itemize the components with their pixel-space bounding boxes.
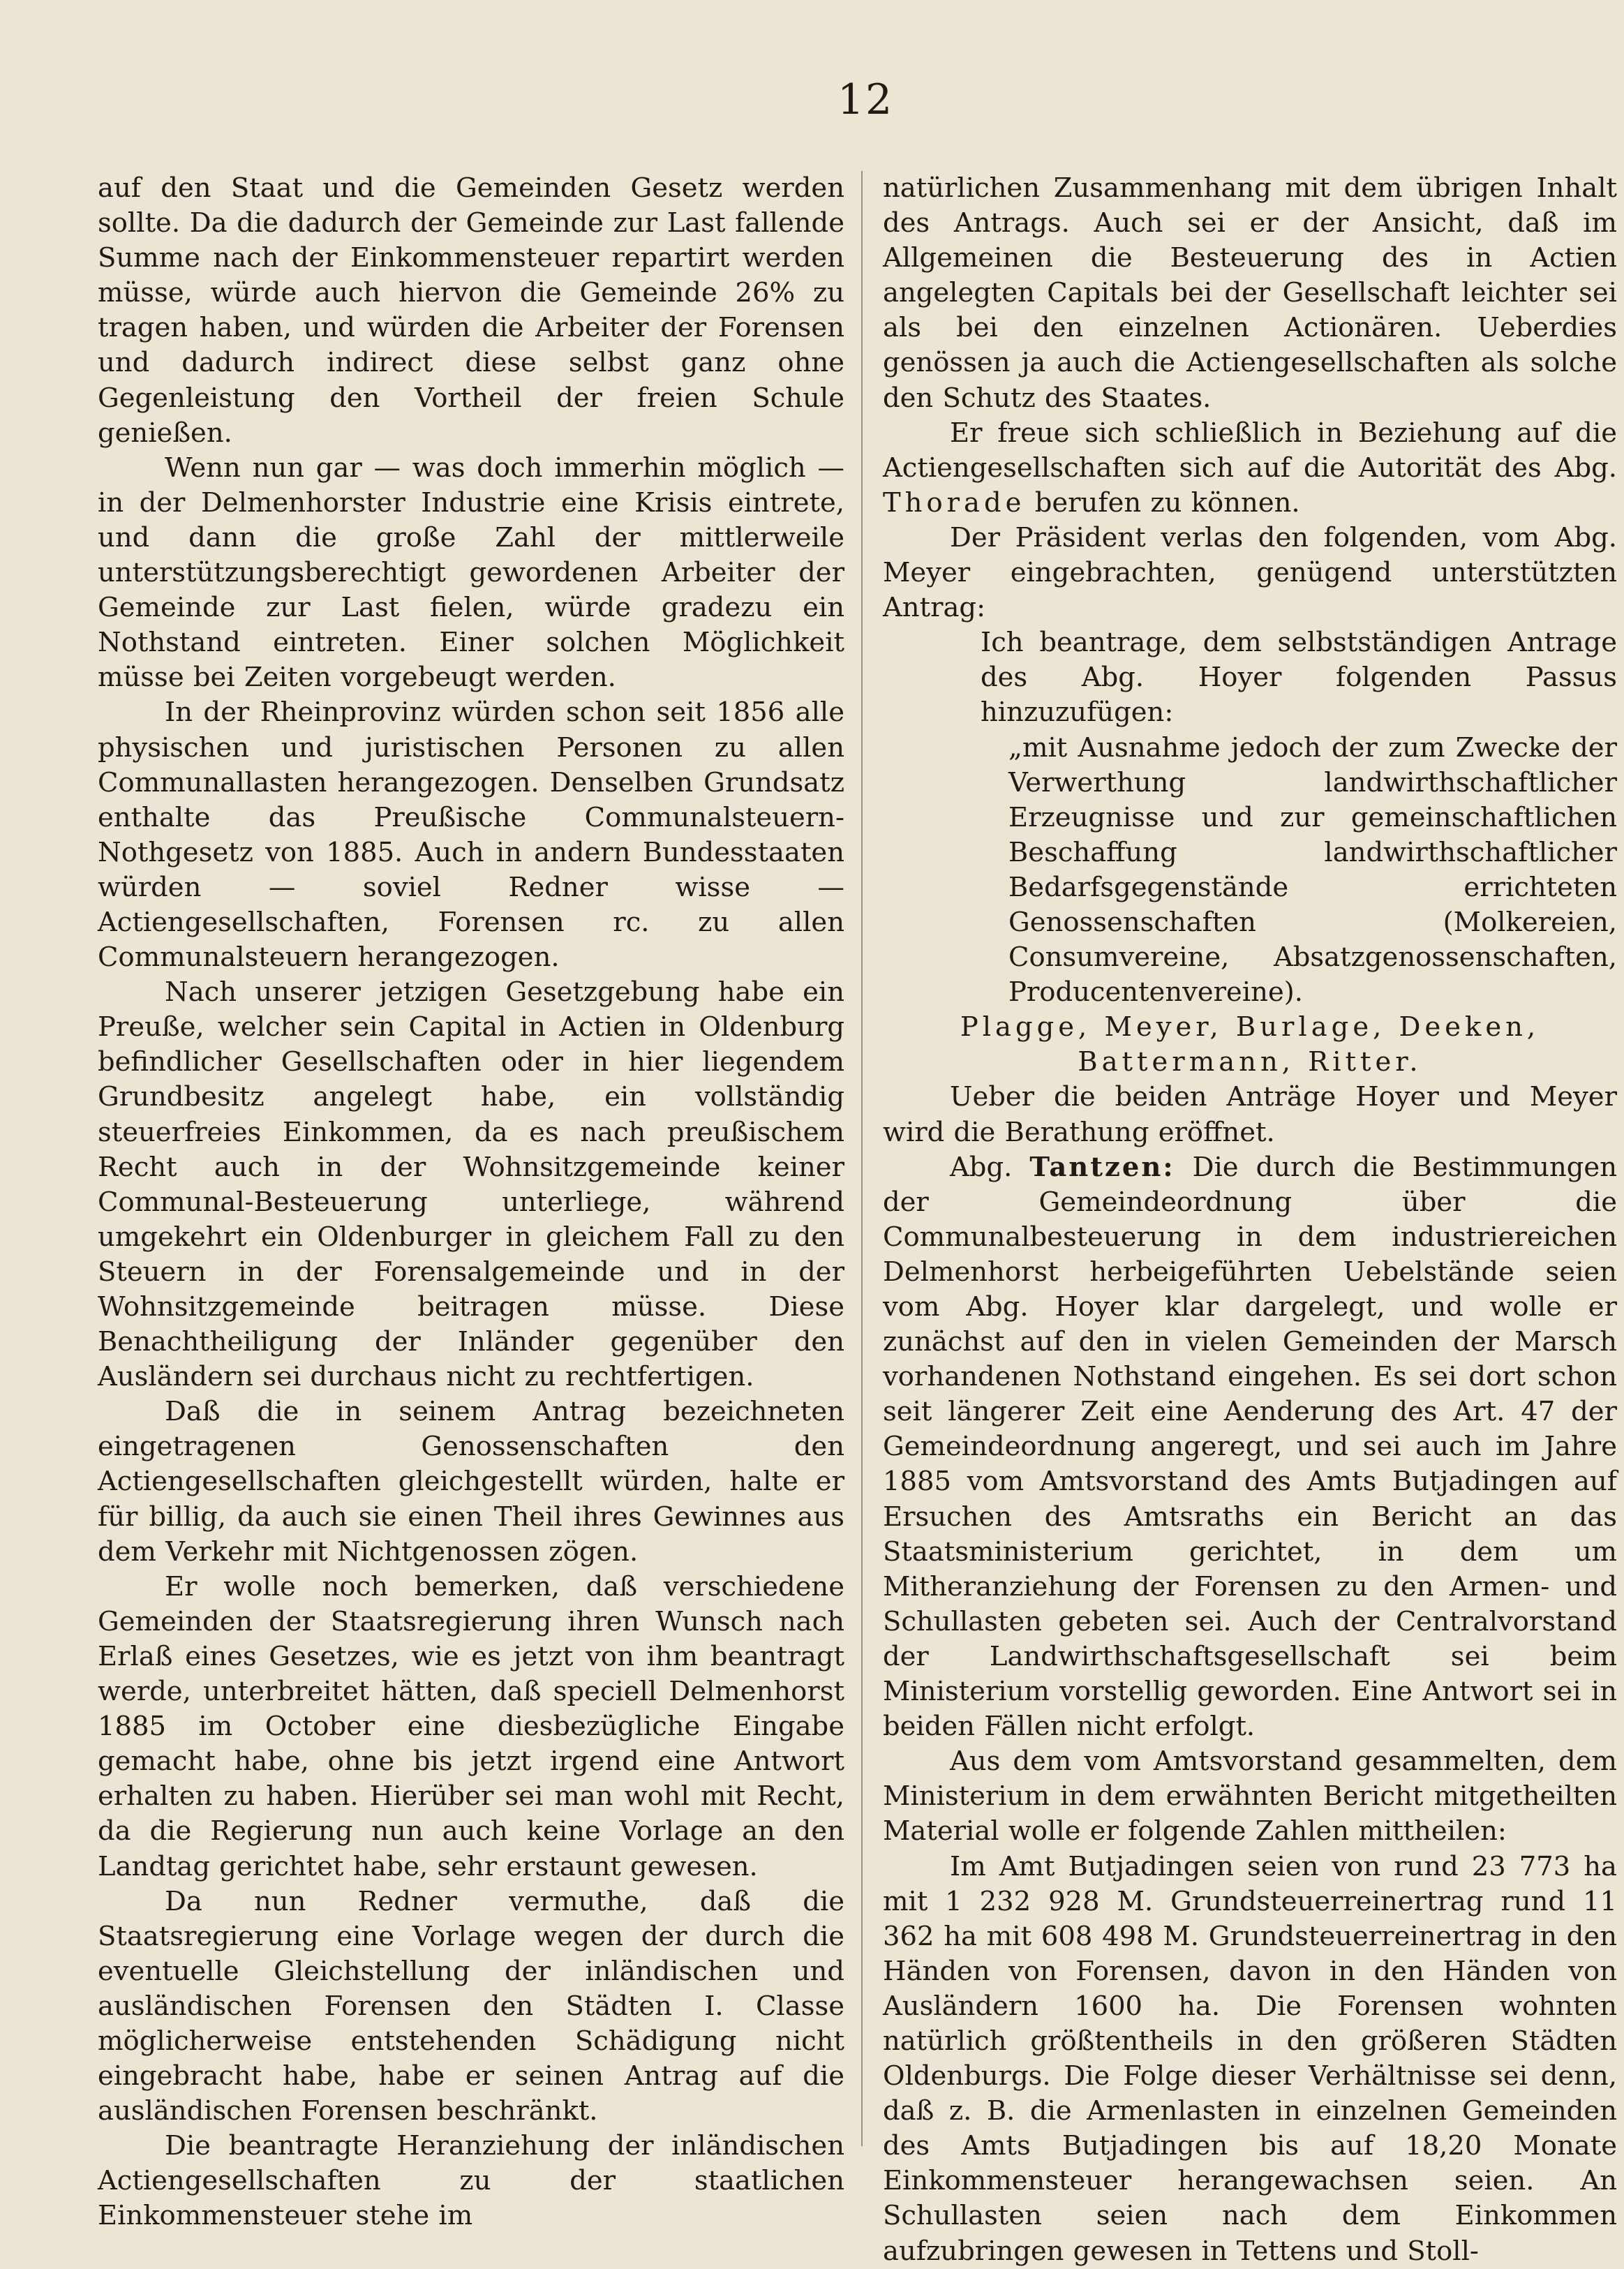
paragraph: In der Rheinprovinz würden schon seit 1856 alle physischen und juristischen Personen zu allen Communallasten herangezogen. Denselben Grundsatz enthalte das Preußische Communalsteuern-Nothgesetz von 1885. Auch in andern Bundesstaaten würden — soviel Redner wisse — Actiengesellschaften, Forensen rc. zu allen Communalsteuern herangezogen. [98,697,844,974]
paragraph: Im Amt Butjadingen seien von rund 23 773 ha mit 1 232 928 M. Grundsteuerreinertrag rund 11 362 ha mit 608 498 M. Grundsteuerreinertrag in den Händen von Forensen, davon in den Händen von Ausländern 1600 ha. Die Forensen wohnten natürlich größtentheils in den größeren Städten Oldenburgs. Die Folge dieser Verhältnisse sei denn, daß z. B. die Armenlasten in einzelnen Gemeinden des Amts Butjadingen bis auf 18,20 Monate Einkommensteuer herangewachsen seien. An Schullasten seien nach dem Einkommen aufzubringen gewesen in Tettens und Stoll- [883,1850,1617,2267]
column-divider [861,171,863,2146]
signers: Plagge, Meyer, Burlage, Deeken, [960,1011,1540,1043]
paragraph-text: Er freue sich schließlich in Beziehung auf die Actiengesellschaften sich auf die Autorität des Abg. [883,417,1617,484]
paragraph: Ueber die beiden Anträge Hoyer und Meyer wird die Berathung eröffnet. [883,1081,1617,1148]
page-number: 12 [837,75,894,124]
paragraph: Er wolle noch bemerken, daß verschiedene Gemeinden der Staatsregierung ihren Wunsch nach Erlaß eines Gesetzes, wie es jetzt von ihm beantragt werde, unterbreitet hätten, daß speciell Delmenhorst 1885 im October eine diesbezügliche Eingabe gemacht habe, ohne bis jetzt irgend eine Antwort erhalten zu haben. Hierüber sei man wohl mit Recht, da die Regierung nun auch keine Vorlage an den Landtag gerichtet habe, sehr erstaunt gewesen. [98,1570,844,1882]
paragraph: auf den Staat und die Gemeinden Gesetz werden sollte. Da die dadurch der Gemeinde zur Last fallende Summe nach der Einkommensteuer repartirt werden müsse, würde auch hiervon die Gemeinde 26% zu tragen haben, und würden die Arbeiter der Forensen und dadurch indirect diese selbst ganz ohne Gegenleistung den Vortheil der freien Schule genießen. [98,172,844,449]
paragraph: Wenn nun gar — was doch immerhin möglich — in der Delmenhorster Industrie eine Krisis eintrete, und dann die große Zahl der mittlerweile unterstützungsberechtigt gewordenen Arbeiter der Gemeinde zur Last fielen, würde gradezu ein Nothstand eintreten. Einer solchen Möglichkeit müsse bei Zeiten vorgebeugt werden. [98,452,844,694]
speaker-name: Tantzen: [1029,1151,1175,1183]
paragraph-text: berufen zu können. [1034,486,1300,519]
right-column [883,171,1617,2269]
paragraph: Der Präsident verlas den folgenden, vom Abg. Meyer eingebrachten, genügend unterstützten Antrag: [883,521,1617,624]
speaker-prefix: Abg. [950,1151,1013,1183]
left-column [98,171,844,2234]
deputy-name: Thorade [883,486,1026,519]
paragraph [883,416,1617,521]
paragraph: Die beantragte Heranziehung der inländischen Actiengesellschaften zu der staatlichen Einkommensteuer stehe im [98,2130,844,2232]
paragraph: natürlichen Zusammenhang mit dem übrigen Inhalt des Antrags. Auch sei er der Ansicht, daß im Allgemeinen die Besteuerung des in Actien angelegten Capitals bei der Gesellschaft leichter sei als bei den einzelnen Actionären. Ueberdies genössen ja auch die Actiengesellschaften als solche den Schutz des Staates. [883,172,1617,414]
motion-text: Ich beantrage, dem selbstständigen Antrage des Abg. Hoyer folgenden Passus hinzuzufügen: [981,627,1617,729]
paragraph [883,1150,1617,1745]
signers: Battermann, Ritter. [1078,1046,1422,1078]
motion-quote: „mit Ausnahme jedoch der zum Zwecke der Verwerthung landwirthschaftlicher Erzeugnisse und zur gemeinschaftlichen Beschaffung landwirthschaftlicher Bedarfsgegenstände errichteten Genossenschaften (Molkereien, Consumvereine, Absatzgenossenschaften, Producentenvereine). [1008,731,1617,1009]
paragraph: Daß die in seinem Antrag bezeichneten eingetragenen Genossenschaften den Actiengesellschaften gleichgestellt würden, halte er für billig, da auch sie einen Theil ihres Gewinnes aus dem Verkehr mit Nichtgenossen zögen. [98,1396,844,1568]
paragraph: Nach unserer jetzigen Gesetzgebung habe ein Preuße, welcher sein Capital in Actien in Oldenburg befindlicher Gesellschaften oder in hier liegendem Grundbesitz angelegt habe, ein vollständig steuerfreies Einkommen, da es nach preußischem Recht auch in der Wohnsitzgemeinde keiner Communal-Besteuerung unterliege, während umgekehrt ein Oldenburger in gleichem Fall zu den Steuern in der Forensalgemeinde und in der Wohnsitzgemeinde beitragen müsse. Diese Benachtheiligung der Inländer gegenüber den Ausländern sei durchaus nicht zu rechtfertigen. [98,976,844,1393]
paragraph: Aus dem vom Amtsvorstand gesammelten, dem Ministerium in dem erwähnten Bericht mitgetheilten Material wolle er folgende Zahlen mittheilen: [883,1746,1617,1847]
paragraph-text: Die durch die Bestimmungen der Gemeindeordnung über die Communalbesteuerung in dem industriereichen Delmenhorst herbeigeführten Uebelstände seien vom Abg. Hoyer klar dargelegt, und wolle er zunächst auf den in vielen Gemeinden der Marsch vorhandenen Nothstand eingehen. Es sei dort schon seit längerer Zeit eine Aenderung des Art. 47 der Gemeindeordnung angeregt, und sei auch im Jahre 1885 vom Amtsvorstand des Amts Butjadingen auf Ersuchen des Amtsraths ein Bericht an das Staatsministerium gerichtet, in dem um Mitheranziehung der Forensen zu den Armen- und Schullasten gebeten sei. Auch der Centralvorstand der Landwirthschaftsgesellschaft sei beim Ministerium vorstellig geworden. Eine Antwort sei in beiden Fällen nicht erfolgt. [883,1151,1617,1743]
paragraph: Da nun Redner vermuthe, daß die Staatsregierung eine Vorlage wegen der durch die eventuelle Gleichstellung der inländischen und ausländischen Forensen den Städten I. Classe möglicherweise entstehenden Schädigung nicht eingebracht habe, habe er seinen Antrag auf die ausländischen Forensen beschränkt. [98,1885,844,2127]
